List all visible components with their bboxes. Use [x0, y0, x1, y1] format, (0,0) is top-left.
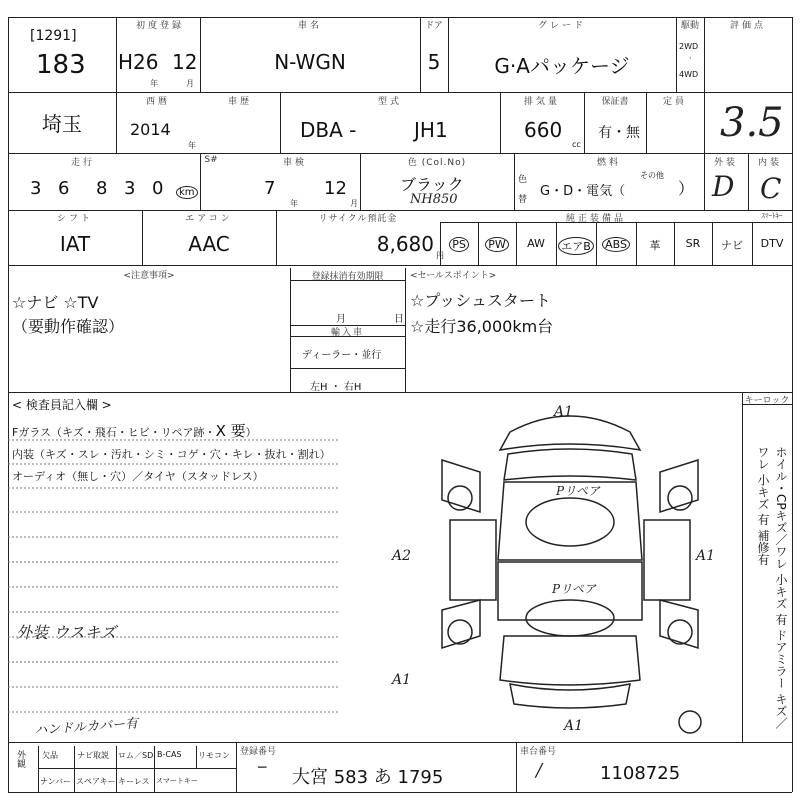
mark-repair-front: Pリペア: [556, 484, 600, 498]
prefecture: 埼玉: [42, 112, 82, 136]
glass-mark: X 要: [215, 422, 246, 440]
grid-line: [8, 792, 792, 793]
color: ブラック: [400, 175, 464, 194]
label-history: 車歴: [227, 97, 252, 107]
footer-navi-manual: ナビ取説: [77, 751, 109, 760]
model-year: 2014: [130, 120, 171, 139]
side-note: ホイル・CPキズ／ワレ 小キズ 有 ドアミラー キズ／ワレ 小キズ 有 補修有: [756, 446, 788, 729]
equip-aw: AW: [527, 237, 545, 250]
grid-line: [792, 17, 793, 792]
footer-smartkey: スマートキー: [156, 777, 198, 785]
glass-line: Fガラス（キズ・飛石・ヒビ・リペア跡・: [12, 426, 216, 439]
exterior-grade: D: [712, 170, 735, 203]
grid-line: [8, 742, 792, 743]
footer-bcas: B-CAS: [157, 750, 182, 759]
chassis-number: 1108725: [600, 763, 681, 784]
equip-airbag: エアB: [558, 237, 594, 255]
label-reg-expiry: 登録抹消有効期限: [311, 272, 384, 282]
car-diagram: [430, 400, 720, 740]
sales-point-2: ☆走行36,000km台: [410, 317, 554, 336]
label-attention: <注意事項>: [123, 271, 175, 281]
label-exterior: 外装: [713, 158, 738, 168]
label-equipment: 純正装備品: [565, 214, 626, 224]
first-reg-month: 12: [172, 50, 198, 74]
label-displacement: 排気量: [523, 97, 560, 107]
equip-dtv: DTV: [760, 237, 784, 250]
registration-number: 大宮 583 あ 1795: [292, 767, 444, 788]
label-unit: S#: [204, 155, 218, 165]
first-reg-era: H26: [118, 50, 159, 74]
label-drive: 駆動: [680, 21, 699, 31]
mileage-digit: 8: [96, 178, 108, 199]
warranty: 有・無: [598, 125, 640, 141]
label-first-reg: 初度登録: [135, 21, 184, 31]
mark-a2-left: A2: [392, 548, 412, 564]
shift: IAT: [59, 232, 91, 256]
displacement: 660: [524, 118, 563, 142]
label-reg-no: 登録番号: [240, 747, 277, 757]
drive-2wd: 2WD: [679, 42, 699, 51]
label-evaluation: 評価点: [729, 21, 766, 31]
evaluation-score: 3.5: [720, 100, 784, 146]
label-inspection: 車検: [282, 158, 307, 168]
interior-grade: C: [760, 172, 782, 205]
footer-spare-key: スペアキー: [76, 777, 116, 786]
model-code: JH1: [414, 118, 448, 142]
label-car-name: 車名: [297, 21, 322, 31]
mark-a1-front: A1: [554, 404, 574, 420]
audio-line: オーディオ（無し・穴）／タイヤ（スタッドレス）: [12, 470, 264, 483]
equip-pw: PW: [485, 237, 509, 252]
label-door: ドア: [425, 21, 443, 31]
lot-number: 183: [36, 50, 86, 80]
mark-a1-left: A1: [392, 672, 412, 688]
sales-point-1: ☆プッシュスタート: [410, 291, 551, 310]
label-fuel: 燃料: [596, 158, 621, 168]
label-year: 西暦: [145, 97, 170, 107]
color-code: NH850: [410, 192, 458, 207]
ruled-lines: [8, 392, 498, 742]
mileage-unit: km: [176, 186, 198, 199]
label-capacity: 定員: [662, 97, 687, 107]
label-sales-point: <セールスポイント>: [410, 271, 497, 281]
car-name: N-WGN: [274, 50, 346, 74]
handle-side: 左H ・ 右H: [310, 382, 362, 393]
mark-a1-rear: A1: [564, 718, 584, 734]
label-import: 輸入車: [330, 328, 364, 338]
inspection-month: 12: [324, 178, 347, 199]
inspector-title: < 検査員記入欄 >: [12, 398, 112, 412]
aircon: AAC: [188, 232, 230, 256]
footer-plate: ナンバー: [40, 777, 72, 786]
footer-rom-sd: ロム／SD: [118, 751, 154, 760]
interior-line: 内装（キズ・スレ・汚れ・シミ・コゲ・穴・キレ・抜れ・割れ）: [12, 448, 331, 461]
note-line-1: ☆ナビ ☆TV: [12, 293, 99, 312]
equip-leather: 革: [649, 239, 661, 252]
label-interior: 内装: [757, 158, 782, 168]
footer-missing: 欠品: [42, 751, 58, 760]
label-grade: グレード: [537, 21, 586, 31]
lot-code: [1291]: [30, 28, 77, 44]
mileage-digit: 0: [152, 178, 164, 199]
footer-remote: リモコン: [198, 751, 230, 760]
mark-a1-right: A1: [696, 548, 716, 564]
grade: G·Aパッケージ: [494, 54, 630, 78]
equip-sr: SR: [685, 237, 701, 250]
label-recycle: リサイクル預託金: [318, 214, 398, 224]
label-chassis-no: 車台番号: [520, 747, 557, 757]
label-shift: シフト: [56, 214, 93, 224]
mark-repair-rear: Pリペア: [552, 582, 596, 596]
label-key-lock: キーロック: [744, 396, 790, 406]
door-count: 5: [427, 50, 441, 74]
dealer-parallel: ディーラー・並行: [302, 350, 382, 361]
mileage-digit: 6: [58, 178, 70, 199]
label-mileage: 走行: [70, 158, 95, 168]
label-model: 型式: [377, 97, 402, 107]
label-smartkey: ｽﾏｰﾄｷｰ: [761, 212, 783, 220]
footer-keyless: キーレス: [118, 777, 150, 786]
equip-abs: ABS: [602, 237, 630, 252]
fuel-type: G・D・電気（: [540, 184, 626, 199]
equip-ps: PS: [449, 237, 469, 252]
mileage-digit: 3: [30, 178, 42, 199]
grid-line: [8, 265, 792, 266]
hand-note-handle: ハンドルカバー有: [33, 716, 139, 739]
mileage-digit: 3: [124, 178, 136, 199]
label-aircon: エアコン: [185, 214, 233, 224]
recycle-fee: 8,680: [376, 232, 434, 256]
inspection-year: 7: [264, 178, 276, 199]
drive-4wd: 4WD: [679, 70, 699, 79]
hand-note-exterior: 外装 ウスキズ: [16, 623, 117, 642]
label-color: 色 (Col.No): [407, 158, 467, 168]
equip-navi: ナビ: [721, 239, 743, 252]
model-prefix: DBA -: [300, 118, 357, 142]
label-warranty: 保証書: [601, 97, 629, 107]
grid-line: [8, 92, 792, 93]
note-line-2: （要動作確認）: [12, 317, 125, 336]
grid-line: [8, 153, 792, 154]
